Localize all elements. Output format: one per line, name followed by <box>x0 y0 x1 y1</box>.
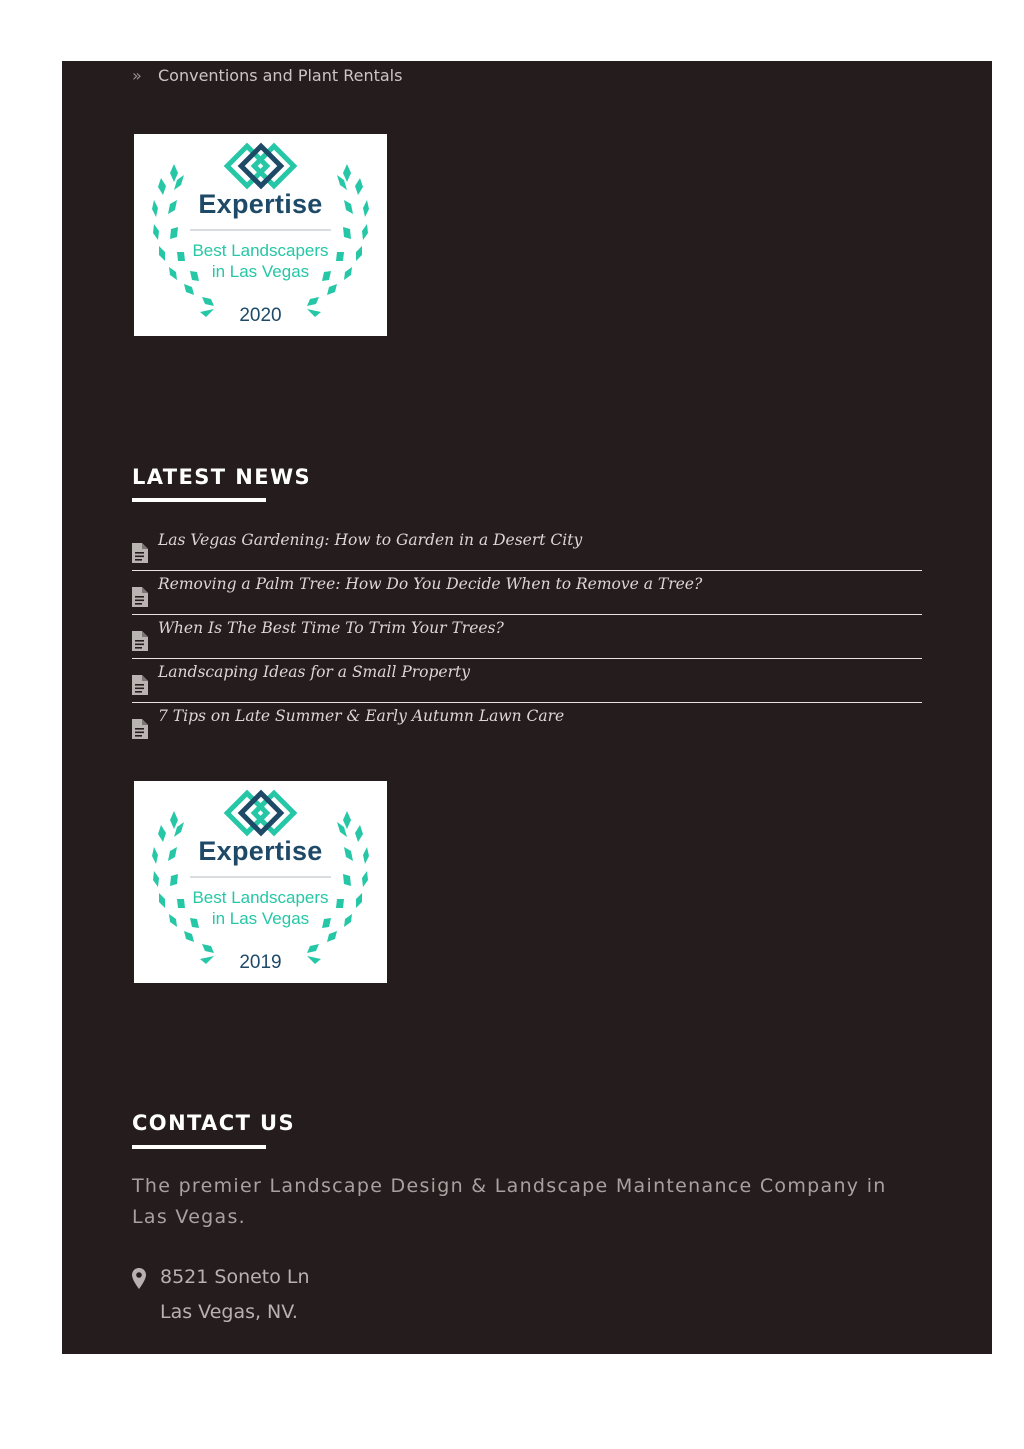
expertise-logo-icon <box>227 146 294 186</box>
expertise-logo-icon <box>227 793 294 833</box>
badge-title: Expertise <box>198 189 323 219</box>
latest-news-heading: LATEST NEWS <box>132 465 312 489</box>
news-item[interactable] <box>132 571 922 615</box>
news-item-title: Landscaping Ideas for a Small Property <box>158 663 470 681</box>
badge-subtitle <box>134 240 387 282</box>
address-line-1: 8521 Soneto Ln <box>160 1266 310 1288</box>
badge-subtitle-line1: Best Landscapers <box>192 888 329 907</box>
badge-subtitle <box>134 887 387 929</box>
badge-subtitle-line2: in Las Vegas <box>211 262 310 281</box>
address-line-2: Las Vegas, NV. <box>160 1301 298 1323</box>
news-item-title: Las Vegas Gardening: How to Garden in a Desert City <box>158 531 583 549</box>
map-pin-icon <box>132 1268 146 1289</box>
contact-description: The premier Landscape Design & Landscape Maintenance Company in Las Vegas. <box>132 1175 887 1228</box>
badge-subtitle-line1: Best Landscapers <box>192 241 329 260</box>
document-icon <box>132 631 148 651</box>
news-item-title: When Is The Best Time To Trim Your Trees? <box>158 619 504 637</box>
news-item[interactable] <box>132 703 922 746</box>
badge-year: 2019 <box>239 952 282 973</box>
badge-title: Expertise <box>198 836 323 866</box>
contact-us-heading-underline <box>132 1145 266 1149</box>
news-item[interactable] <box>132 615 922 659</box>
latest-news-heading-underline <box>132 498 266 502</box>
footer <box>62 61 992 1354</box>
document-icon <box>132 543 148 563</box>
news-item[interactable] <box>132 527 922 571</box>
expertise-badge-2020[interactable] <box>134 134 387 336</box>
document-icon <box>132 675 148 695</box>
news-item-title: 7 Tips on Late Summer & Early Autumn Lawn Care <box>158 707 565 725</box>
news-item[interactable] <box>132 659 922 703</box>
service-link-label: Conventions and Plant Rentals <box>158 65 403 85</box>
badge-divider <box>190 229 331 231</box>
news-item-title: Removing a Palm Tree: How Do You Decide When to Remove a Tree? <box>158 575 703 593</box>
badge-year: 2020 <box>239 305 282 326</box>
contact-us-heading: CONTACT US <box>132 1111 296 1135</box>
document-icon <box>132 719 148 739</box>
badge-divider <box>190 876 331 878</box>
badge-subtitle-line2: in Las Vegas <box>211 909 310 928</box>
document-icon <box>132 587 148 607</box>
latest-news-list <box>132 527 922 746</box>
double-chevron-right-icon: » <box>132 65 142 85</box>
service-link-conventions-plant-rentals[interactable] <box>132 64 402 86</box>
expertise-badge-2019[interactable] <box>134 781 387 983</box>
